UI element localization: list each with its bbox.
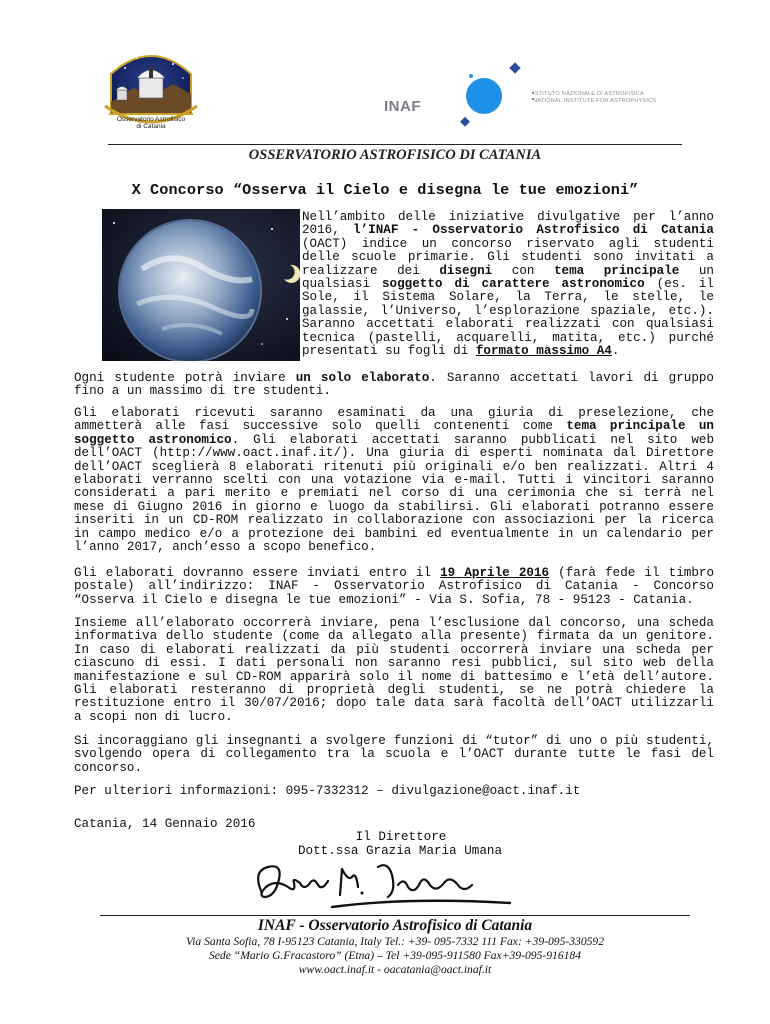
intro-text-5: (es. il Sole, il Sistema Solare, la Terra, le stelle, le galassie, l’Universo, l’esplorazione spaziale, etc.). Saranno accettati elaborati realizzati con qualsiasi tecnica (pastelli, acquarelli, matita, etc.) purché presentati su fogli di bbox=[302, 277, 714, 359]
director-title: Il Direttore bbox=[355, 830, 447, 844]
oact-logo-caption bbox=[103, 116, 199, 130]
intro-bold-soggetto: soggetto di carattere astronomico bbox=[382, 277, 645, 292]
director-signature bbox=[248, 857, 523, 915]
intro-bold-tema: tema principale bbox=[553, 263, 680, 278]
intro-paragraph bbox=[302, 211, 714, 358]
p1-text-1: Ogni studente potrà inviare bbox=[74, 371, 296, 385]
inaf-institute-it: ISTITUTO NAZIONALE DI ASTROFISICA bbox=[533, 91, 644, 97]
footer-address: Via Santa Sofia, 78 I-95123 Catania, Italy Tel.: +39- 095-7332 111 Fax: +39-095-330592 bbox=[185, 935, 605, 948]
intro-bold-disegni: disegni bbox=[439, 263, 493, 278]
footer-etna-station: Sede “Mario G.Fracastoro” (Etna) – Tel +39-095-911580 Fax+39-095-916184 bbox=[208, 949, 582, 962]
intro-text-6: . bbox=[611, 344, 620, 359]
p2-bold: tema principale un soggetto astronomico bbox=[74, 419, 714, 447]
intro-text-3: con bbox=[492, 263, 554, 278]
director-name: Dott.ssa Grazia Maria Umana bbox=[297, 844, 503, 858]
footer-web-email: www.oact.inaf.it - oacatania@oact.inaf.it bbox=[298, 963, 492, 976]
inaf-institute-name bbox=[533, 91, 656, 105]
oact-logo-caption-line1: Osservatorio Astrofisico bbox=[116, 116, 186, 123]
paragraph-deadline bbox=[74, 567, 714, 607]
intro-bold-inaf: l’INAF - Osservatorio Astrofisico di Catania bbox=[353, 223, 714, 238]
footer-title: INAF - Osservatorio Astrofisico di Catania bbox=[257, 917, 533, 934]
paragraph-contact: Per ulteriori informazioni: 095-7332312 – divulgazione@oact.inaf.it bbox=[74, 784, 581, 798]
p1-text-2: . Saranno accettati lavori di gruppo fino a un massimo di tre studenti. bbox=[74, 371, 714, 399]
footer-divider bbox=[100, 915, 690, 916]
p3-text-1: Gli elaborati dovranno essere inviati entro il bbox=[74, 566, 441, 580]
place-date: Catania, 14 Gennaio 2016 bbox=[74, 817, 256, 831]
intro-text-4: un qualsiasi bbox=[302, 263, 714, 292]
intro-bold-formato: formato massimo A4 bbox=[475, 344, 612, 359]
intro-text-1: Nell’ambito delle iniziative divulgative per l’anno 2016, bbox=[302, 210, 714, 238]
p3-text-2: (farà fede il timbro postale) all’indirizzo: INAF - Osservatorio Astrofisico di Catania - Concorso “Osserva il Cielo e disegna le tue emozioni” - Via S. Sofia, 78 - 95123 - Catania. bbox=[74, 566, 715, 607]
inaf-institute-en: NATIONAL INSTITUTE FOR ASTROPHYSICS bbox=[533, 98, 657, 104]
oact-logo-caption-line2: di Catania bbox=[136, 123, 166, 130]
earth-painting-image bbox=[102, 209, 300, 361]
p2-text-1: Gli elaborati ricevuti saranno esaminati da una giuria di preselezione, che ammetterà alle fasi successive solo quelli contenenti come bbox=[74, 406, 714, 434]
paragraph-single-entry bbox=[74, 372, 714, 399]
intro-text-2: (OACT) indice un concorso riservato agli studenti delle scuole primarie. Gli studenti sono invitati a realizzare dei bbox=[302, 236, 714, 278]
contest-title: X Concorso “Osserva il Cielo e disegna le tue emozioni” bbox=[131, 181, 639, 199]
inaf-logo-text: INAF bbox=[384, 98, 421, 115]
paragraph-teachers: Si incoraggiano gli insegnanti a svolgere funzioni di “tutor” di uno o più studenti, svolgendo opera di collegamento tra la scuola e l’OACT durante tutte le fasi del concorso. bbox=[74, 734, 714, 775]
p3-bold-date: 19 Aprile 2016 bbox=[440, 566, 550, 580]
p2-text-2: . Gli elaborati accettati saranno pubblicati nel sito web dell’OACT (http://www.oact.inaf.it/). Una giuria di esperti nominata dal Direttore dell’OACT sceglierà 8 elaborati ritenuti più originali e/o ben realizzati. Altri 4 elaborati verranno scelti con una votazione via e-mail. Tutti i vincitori saranno considerati a pari merito e premiati nel corso di una cerimonia che si terrà nel mese di Giugno 2016 in giorno e luogo da stabilirsi. Gli elaborati potranno essere inseriti in un CD-ROM realizzato in collaborazione con associazioni per la ricerca in campo medico e/o a protezione dei bambini ed eventualmente in un calendario per l’anno 2017, anch’esso a scopo benefico. bbox=[74, 432, 714, 555]
paragraph-jury-selection bbox=[74, 407, 714, 554]
header-divider bbox=[108, 144, 682, 145]
p1-bold: un solo elaborato bbox=[295, 371, 430, 385]
observatory-heading: OSSERVATORIO ASTROFISICO DI CATANIA bbox=[248, 147, 542, 163]
paragraph-info-sheet: Insieme all’elaborato occorrerà inviare, pena l’esclusione dal concorso, una scheda informativa dello studente (come da allegato alla presente) firmata da un genitore. In caso di elaborati realizzati da più studenti occorrerà inviare una scheda per ciascuno di essi. I dati personali non saranno resi pubblici, sul sito web della manifestazione e sul CD-ROM apparirà solo il nome di battesimo e l’età dell’autore. Gli elaborati resteranno di proprietà degli studenti, se ne potrà chiedere la restituzione entro il 30/07/2016; dopo tale data sarà facoltà dell’OACT utilizzarli a scopi non di lucro. bbox=[74, 616, 714, 724]
